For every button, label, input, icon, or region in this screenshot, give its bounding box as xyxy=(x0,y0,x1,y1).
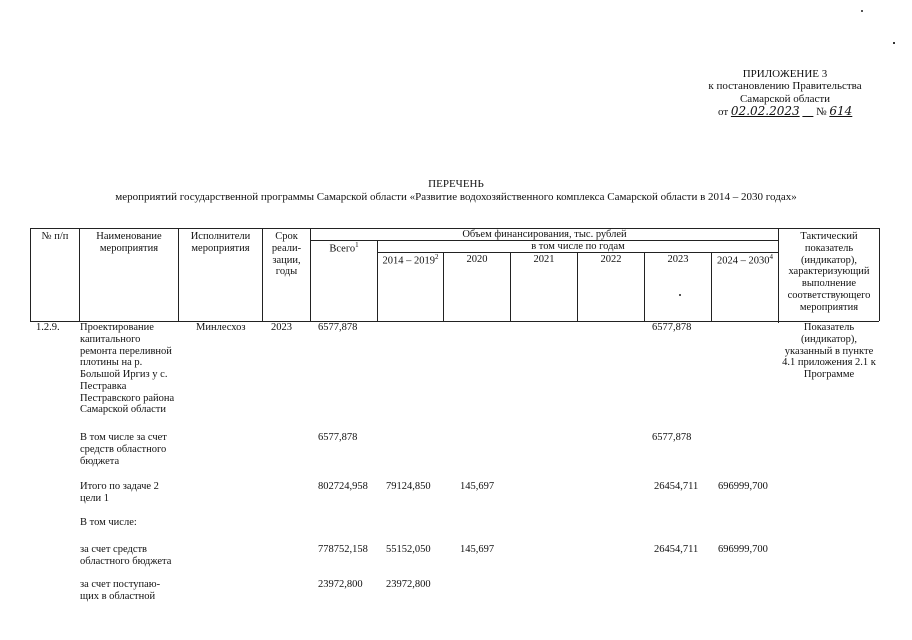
row-2-total: 6577,878 xyxy=(318,432,358,443)
row-6-y2014: 23972,800 xyxy=(386,579,431,590)
header-y2024-sup: 4 xyxy=(769,253,773,261)
header-term: Срок реали-зации, годы xyxy=(271,231,302,278)
header-indicator: Тактический показатель (индикатор), характеризующий выполнение соответствующего мероприятия xyxy=(787,231,871,313)
date-prefix: от xyxy=(718,105,729,118)
header-name: Наименование мероприятия xyxy=(96,231,162,254)
scan-speck xyxy=(861,10,863,12)
header-no: № п/п xyxy=(41,231,69,242)
header-y2014-sup: 2 xyxy=(435,253,439,261)
header-y2024 xyxy=(712,254,778,267)
header-by-years: в том числе по годам xyxy=(531,241,625,252)
row-2-name: В том числе за счет средств областного бюджета xyxy=(80,432,167,467)
header-y2023: 2023 xyxy=(667,254,689,265)
row-1-indicator: Показатель (индикатор), указанный в пункте 4.1 приложения 2.1 к Программе xyxy=(782,322,876,380)
document-subtitle: мероприятий государственной программы Самарской области «Развитие водохозяйственного комплекса Самарской области в 2014 – 2030 годах» xyxy=(115,191,797,203)
row-3-total: 802724,958 xyxy=(318,481,368,492)
row-1-y2023: 6577,878 xyxy=(652,322,692,333)
header-executors: Исполнители мероприятия xyxy=(190,231,251,254)
row-6-name: за счет поступаю-щих в областной xyxy=(80,579,161,602)
row-5-y2024: 696999,700 xyxy=(718,544,768,555)
scan-speck xyxy=(679,294,681,296)
row-3-name: Итого по задаче 2 цели 1 xyxy=(80,481,159,504)
row-5-y2023: 26454,711 xyxy=(654,544,699,555)
row-1-executors: Минлесхоз xyxy=(196,322,246,333)
appendix-title: ПРИЛОЖЕНИЕ 3 xyxy=(742,68,828,80)
row-1-name: Проектирование капитального ремонта переливной плотины на р. Большой Иргиз у с. Пестравка Пестравского района Самарской области xyxy=(80,322,175,416)
appendix-date-line xyxy=(700,105,870,118)
row-1-total: 6577,878 xyxy=(318,322,358,333)
row-5-total: 778752,158 xyxy=(318,544,368,555)
row-1-no: 1.2.9. xyxy=(36,322,60,333)
vline-right xyxy=(879,228,880,321)
header-total xyxy=(311,242,377,255)
header-y2022: 2022 xyxy=(600,254,622,265)
row-3-y2024: 696999,700 xyxy=(718,481,768,492)
row-3-y2020: 145,697 xyxy=(460,481,495,492)
header-y2021: 2021 xyxy=(533,254,555,265)
header-financing: Объем финансирования, тыс. рублей xyxy=(462,229,627,240)
row-3-y2014: 79124,850 xyxy=(386,481,431,492)
document-title: ПЕРЕЧЕНЬ xyxy=(428,178,484,190)
header-total-label: Всего xyxy=(329,243,356,255)
appendix-line1: к постановлению Правительства xyxy=(708,80,862,93)
scan-speck xyxy=(893,42,895,44)
appendix-line2: Самарской области xyxy=(739,92,831,105)
row-5-name: за счет средств областного бюджета xyxy=(80,544,172,567)
header-total-sup: 1 xyxy=(355,241,359,249)
row-6-total: 23972,800 xyxy=(318,579,363,590)
appendix-header xyxy=(700,68,870,118)
header-y2024-label: 2024 – 2030 xyxy=(717,255,770,267)
row-5-y2014: 55152,050 xyxy=(386,544,431,555)
number-prefix: № xyxy=(816,105,827,118)
row-4-name: В том числе: xyxy=(80,517,137,528)
row-5-y2020: 145,697 xyxy=(460,544,495,555)
date-value: 02.02.2023 xyxy=(730,103,800,118)
header-y2014-label: 2014 – 2019 xyxy=(382,255,435,267)
row-2-y2023: 6577,878 xyxy=(652,432,692,443)
row-1-term: 2023 xyxy=(271,322,292,333)
header-y2020: 2020 xyxy=(466,254,488,265)
number-value: 614 xyxy=(829,103,853,118)
date-underline-gap xyxy=(802,106,813,118)
row-3-y2023: 26454,711 xyxy=(654,481,699,492)
vline-body-11 xyxy=(778,321,779,323)
header-y2014 xyxy=(378,254,443,267)
vline-11 xyxy=(778,228,779,321)
